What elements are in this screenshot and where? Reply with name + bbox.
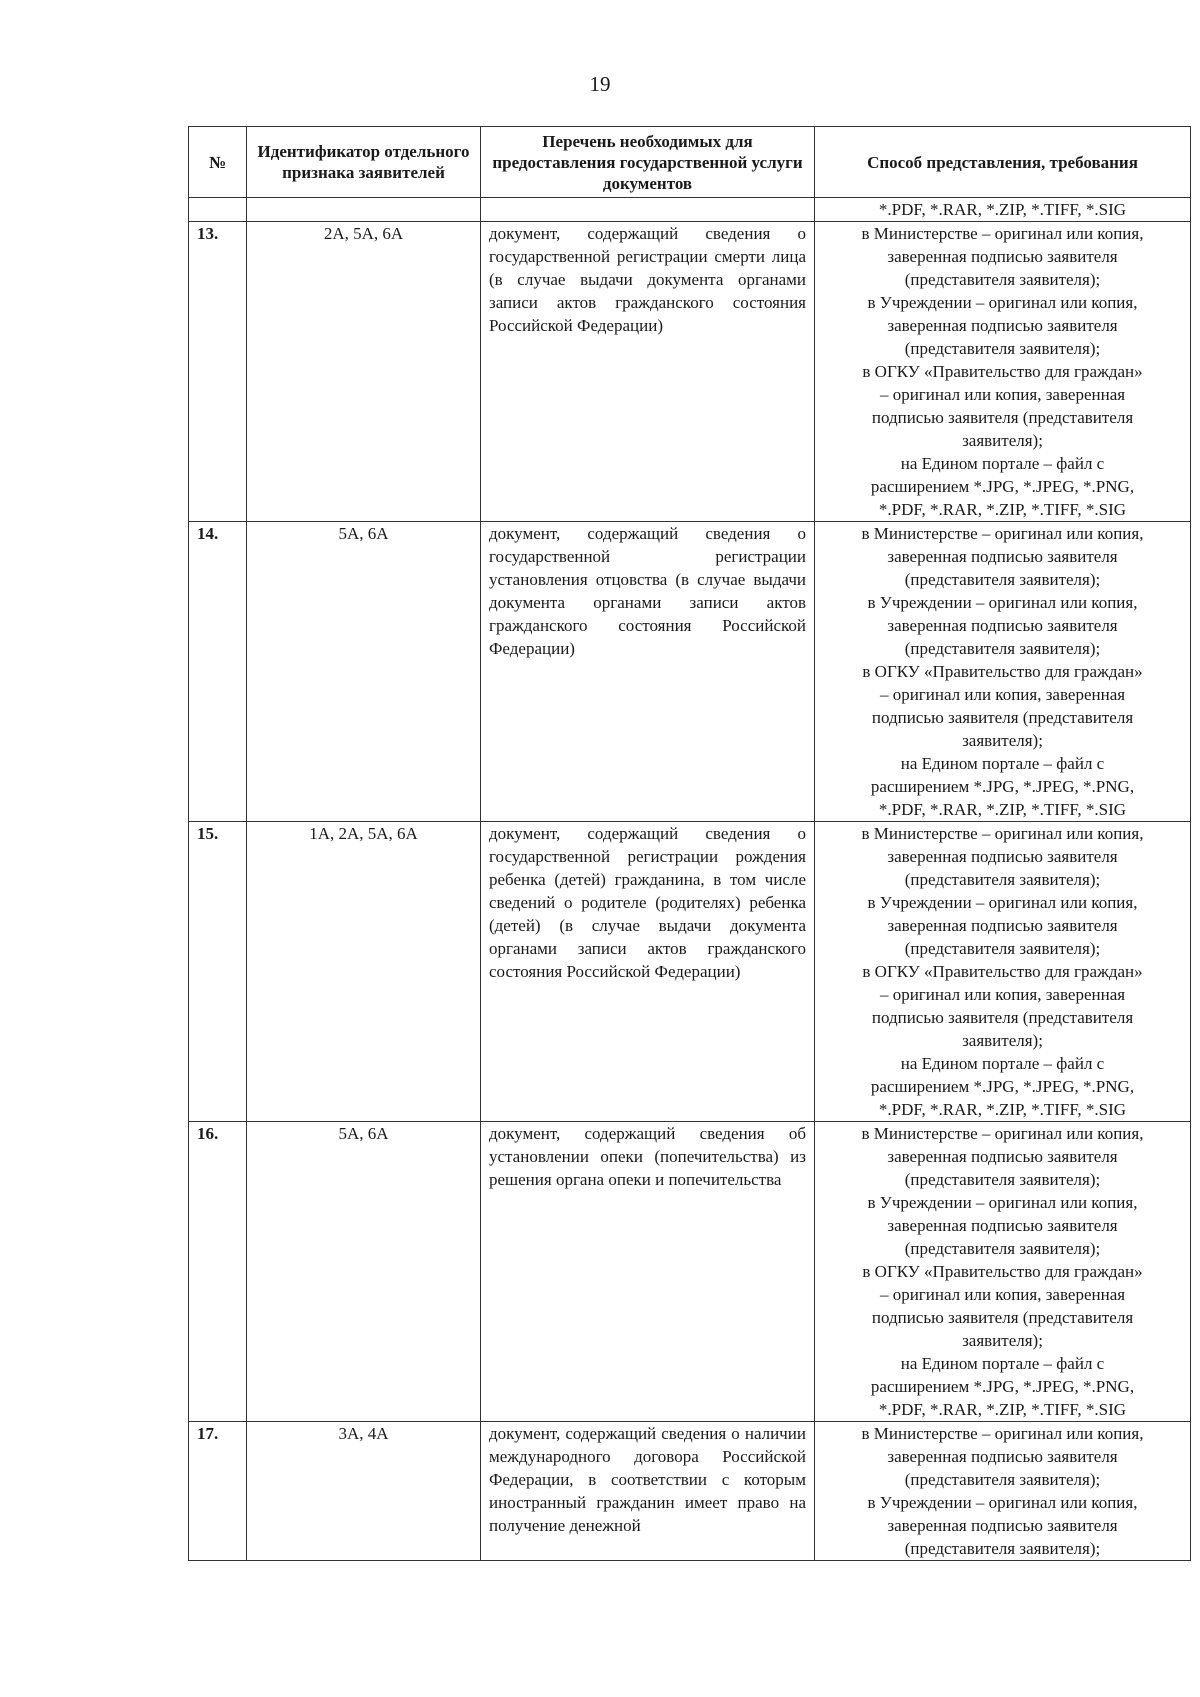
row-document: документ, содержащий сведения о государственной регистрации смерти лица (в случае выдачи документа органами записи актов гражданского состояния Российской Федерации) <box>481 222 815 522</box>
requirement-line: на Едином портале – файл с <box>900 1354 1105 1373</box>
requirement-line: *.PDF, *.RAR, *.ZIP, *.TIFF, *.SIG <box>878 1100 1127 1119</box>
row-number: 16. <box>189 1122 247 1422</box>
requirement-line: заверенная подписью заявителя <box>887 316 1118 335</box>
table-row <box>189 822 1191 1122</box>
requirement-line: подписью заявителя (представителя <box>871 1308 1134 1327</box>
requirement-line: заявителя); <box>962 731 1043 750</box>
requirement-line: – оригинал или копия, заверенная <box>879 385 1126 404</box>
requirement-line: в ОГКУ «Правительство для граждан» <box>862 362 1143 381</box>
requirement-line: в ОГКУ «Правительство для граждан» <box>862 662 1143 681</box>
row-identifiers: 3А, 4А <box>247 1422 481 1561</box>
requirement-line: на Едином портале – файл с <box>900 1054 1105 1073</box>
requirement-line: заверенная подписью заявителя <box>887 616 1118 635</box>
continuation-row <box>189 198 1191 222</box>
row-identifiers: 2А, 5А, 6А <box>247 222 481 522</box>
row-identifiers: 1А, 2А, 5А, 6А <box>247 822 481 1122</box>
requirement-line: заверенная подписью заявителя <box>887 547 1118 566</box>
row-document: документ, содержащий сведения о государственной регистрации установления отцовства (в случае выдачи документа органами записи актов гражданского состояния Российской Федерации) <box>481 522 815 822</box>
requirement-line: в Учреждении – оригинал или копия, <box>867 593 1138 612</box>
table-row <box>189 1122 1191 1422</box>
requirement-line: в Учреждении – оригинал или копия, <box>867 1493 1138 1512</box>
documents-table <box>188 126 1191 1561</box>
row-requirements <box>815 522 1191 822</box>
requirement-line: – оригинал или копия, заверенная <box>879 685 1126 704</box>
requirement-line: в Учреждении – оригинал или копия, <box>867 293 1138 312</box>
requirement-line: заверенная подписью заявителя <box>887 1447 1118 1466</box>
requirement-line: (представителя заявителя); <box>904 1239 1101 1258</box>
row-requirements <box>815 1422 1191 1561</box>
row-identifiers: 5А, 6А <box>247 1122 481 1422</box>
row-number: 13. <box>189 222 247 522</box>
requirement-line: *.PDF, *.RAR, *.ZIP, *.TIFF, *.SIG <box>878 800 1127 819</box>
requirement-line: заявителя); <box>962 431 1043 450</box>
requirement-line: – оригинал или копия, заверенная <box>879 985 1126 1004</box>
requirement-line: подписью заявителя (представителя <box>871 708 1134 727</box>
row-document: документ, содержащий сведения о государственной регистрации рождения ребенка (детей) гражданина, в том числе сведений о родителе (родителях) ребенка (детей) (в случае выдачи документа органами записи актов гражданского состояния Российской Федерации) <box>481 822 815 1122</box>
row-requirements <box>815 1122 1191 1422</box>
requirement-line: (представителя заявителя); <box>904 1539 1101 1558</box>
requirement-line: в Министерстве – оригинал или копия, <box>861 1124 1144 1143</box>
requirement-line: в ОГКУ «Правительство для граждан» <box>862 1262 1143 1281</box>
requirement-line: расширением *.JPG, *.JPEG, *.PNG, <box>870 777 1135 796</box>
row-requirements <box>815 222 1191 522</box>
requirement-line: заверенная подписью заявителя <box>887 847 1118 866</box>
requirement-line: заявителя); <box>962 1331 1043 1350</box>
row-document: документ, содержащий сведения об установлении опеки (попечительства) из решения органа опеки и попечительства <box>481 1122 815 1422</box>
row-number: 17. <box>189 1422 247 1561</box>
requirement-line: заверенная подписью заявителя <box>887 247 1118 266</box>
requirement-line: в Министерстве – оригинал или копия, <box>861 224 1144 243</box>
table-row <box>189 1422 1191 1561</box>
row-requirements <box>815 822 1191 1122</box>
requirement-line: (представителя заявителя); <box>904 1170 1101 1189</box>
header-method: Способ представления, требования <box>815 127 1191 198</box>
requirement-line: – оригинал или копия, заверенная <box>879 1285 1126 1304</box>
requirement-line: на Едином портале – файл с <box>900 754 1105 773</box>
requirement-line: (представителя заявителя); <box>904 570 1101 589</box>
page-number: 19 <box>589 72 611 96</box>
requirement-line: (представителя заявителя); <box>904 639 1101 658</box>
requirement-line: расширением *.JPG, *.JPEG, *.PNG, <box>870 1077 1135 1096</box>
requirement-line: заверенная подписью заявителя <box>887 1147 1118 1166</box>
requirement-line: расширением *.JPG, *.JPEG, *.PNG, <box>870 477 1135 496</box>
header-identifier: Идентификатор отдельного признака заявителей <box>247 127 481 198</box>
header-documents: Перечень необходимых для предоставления государственной услуги документов <box>481 127 815 198</box>
table-header-row <box>189 127 1191 198</box>
row-document: документ, содержащий сведения о наличии международного договора Российской Федерации, в соответствии с которым иностранный гражданин имеет право на получение денежной <box>481 1422 815 1561</box>
requirement-line: в Учреждении – оригинал или копия, <box>867 1193 1138 1212</box>
requirement-line: в ОГКУ «Правительство для граждан» <box>862 962 1143 981</box>
requirement-line: подписью заявителя (представителя <box>871 408 1134 427</box>
requirement-line: заверенная подписью заявителя <box>887 1516 1118 1535</box>
continuation-text: *.PDF, *.RAR, *.ZIP, *.TIFF, *.SIG <box>815 198 1191 222</box>
row-number: 15. <box>189 822 247 1122</box>
requirement-line: в Министерстве – оригинал или копия, <box>861 524 1144 543</box>
requirement-line: на Едином портале – файл с <box>900 454 1105 473</box>
requirement-line: *.PDF, *.RAR, *.ZIP, *.TIFF, *.SIG <box>878 500 1127 519</box>
requirement-line: заверенная подписью заявителя <box>887 1216 1118 1235</box>
requirement-line: в Министерстве – оригинал или копия, <box>861 824 1144 843</box>
requirement-line: *.PDF, *.RAR, *.ZIP, *.TIFF, *.SIG <box>878 1400 1127 1419</box>
requirement-line: (представителя заявителя); <box>904 270 1101 289</box>
table-row <box>189 222 1191 522</box>
row-number: 14. <box>189 522 247 822</box>
row-identifiers: 5А, 6А <box>247 522 481 822</box>
requirement-line: заверенная подписью заявителя <box>887 916 1118 935</box>
requirement-line: (представителя заявителя); <box>904 339 1101 358</box>
table-row <box>189 522 1191 822</box>
header-number: № <box>189 127 247 198</box>
requirement-line: (представителя заявителя); <box>904 939 1101 958</box>
requirement-line: подписью заявителя (представителя <box>871 1008 1134 1027</box>
requirement-line: в Министерстве – оригинал или копия, <box>861 1424 1144 1443</box>
requirement-line: в Учреждении – оригинал или копия, <box>867 893 1138 912</box>
requirement-line: (представителя заявителя); <box>904 870 1101 889</box>
requirement-line: заявителя); <box>962 1031 1043 1050</box>
requirement-line: расширением *.JPG, *.JPEG, *.PNG, <box>870 1377 1135 1396</box>
requirement-line: (представителя заявителя); <box>904 1470 1101 1489</box>
